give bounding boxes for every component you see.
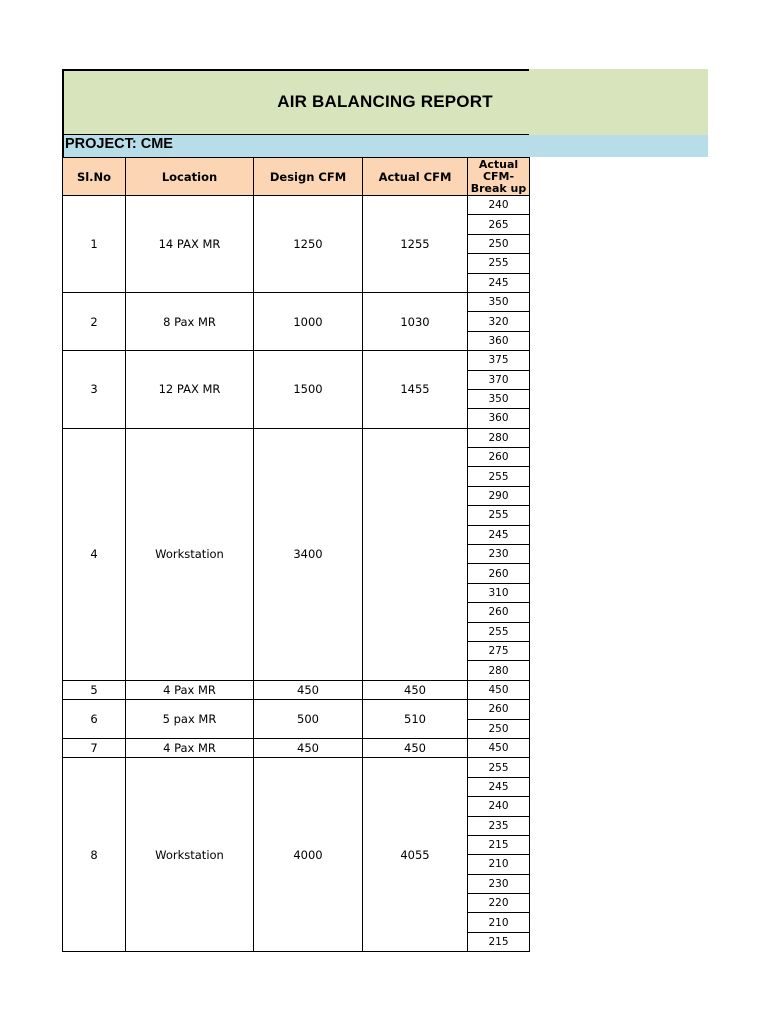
cell-breakup-value: 350 — [468, 389, 530, 408]
cell-breakup-value: 280 — [468, 428, 530, 447]
cell-breakup-value: 260 — [468, 700, 530, 719]
cell-breakup-value: 220 — [468, 894, 530, 913]
cell-breakup-value: 245 — [468, 525, 530, 544]
cell-actual-cfm: 1455 — [363, 351, 468, 429]
cell-breakup-value: 250 — [468, 234, 530, 253]
cell-design-cfm: 4000 — [254, 758, 363, 952]
table-row — [63, 738, 530, 757]
cell-sl-no: 8 — [63, 758, 126, 952]
cell-breakup-value: 290 — [468, 486, 530, 505]
cell-breakup-value: 230 — [468, 874, 530, 893]
table-header-row — [63, 158, 530, 196]
cell-design-cfm: 1250 — [254, 196, 363, 293]
cell-breakup-value: 255 — [468, 467, 530, 486]
cell-breakup-value: 230 — [468, 545, 530, 564]
cell-breakup-value: 235 — [468, 816, 530, 835]
report-title — [62, 69, 708, 135]
cell-breakup-value: 260 — [468, 603, 530, 622]
cell-location: 4 Pax MR — [126, 738, 254, 757]
cell-design-cfm: 450 — [254, 738, 363, 757]
cell-sl-no: 5 — [63, 680, 126, 699]
cell-design-cfm: 1000 — [254, 292, 363, 350]
cell-location: Workstation — [126, 758, 254, 952]
cell-breakup-value: 310 — [468, 583, 530, 602]
table-row — [63, 351, 530, 370]
cell-breakup-value: 255 — [468, 254, 530, 273]
cell-location: 14 PAX MR — [126, 196, 254, 293]
cell-breakup-value: 320 — [468, 312, 530, 331]
cell-location: 5 pax MR — [126, 700, 254, 739]
cell-breakup-value: 350 — [468, 292, 530, 311]
cell-breakup-value: 255 — [468, 506, 530, 525]
table-row — [63, 428, 530, 447]
table-row — [63, 680, 530, 699]
cell-breakup-value: 265 — [468, 215, 530, 234]
cell-breakup-value: 250 — [468, 719, 530, 738]
cell-breakup-value: 240 — [468, 797, 530, 816]
cell-location: 8 Pax MR — [126, 292, 254, 350]
header-location: Location — [126, 158, 254, 196]
table-row — [63, 700, 530, 719]
cell-breakup-value: 240 — [468, 196, 530, 215]
cell-location: 4 Pax MR — [126, 680, 254, 699]
cell-breakup-value: 375 — [468, 351, 530, 370]
cell-sl-no: 3 — [63, 351, 126, 429]
cell-breakup-value: 370 — [468, 370, 530, 389]
project-left-rule — [62, 135, 64, 157]
header-breakup: Actual CFM- Break up — [468, 158, 530, 196]
air-balancing-table — [62, 157, 530, 952]
cell-breakup-value: 360 — [468, 331, 530, 350]
cell-design-cfm: 1500 — [254, 351, 363, 429]
title-band — [62, 69, 708, 135]
cell-actual-cfm: 450 — [363, 680, 468, 699]
cell-breakup-value: 210 — [468, 913, 530, 932]
cell-sl-no: 4 — [63, 428, 126, 680]
table-row — [63, 196, 530, 215]
table-row — [63, 758, 530, 777]
cell-location: 12 PAX MR — [126, 351, 254, 429]
cell-actual-cfm: 1255 — [363, 196, 468, 293]
table-body — [63, 196, 530, 952]
header-design-cfm: Design CFM — [254, 158, 363, 196]
cell-actual-cfm: 1030 — [363, 292, 468, 350]
table-row — [63, 292, 530, 311]
cell-breakup-value: 215 — [468, 932, 530, 951]
cell-breakup-value: 450 — [468, 738, 530, 757]
cell-sl-no: 2 — [63, 292, 126, 350]
cell-actual-cfm: 450 — [363, 738, 468, 757]
cell-location: Workstation — [126, 428, 254, 680]
cell-sl-no: 7 — [63, 738, 126, 757]
cell-design-cfm: 450 — [254, 680, 363, 699]
cell-breakup-value: 255 — [468, 622, 530, 641]
cell-actual-cfm — [363, 428, 468, 680]
cell-breakup-value: 245 — [468, 273, 530, 292]
cell-breakup-value: 215 — [468, 835, 530, 854]
cell-actual-cfm: 510 — [363, 700, 468, 739]
cell-breakup-value: 275 — [468, 641, 530, 660]
project-band — [62, 135, 708, 157]
project-label: PROJECT: CME — [65, 136, 173, 152]
cell-design-cfm: 3400 — [254, 428, 363, 680]
cell-breakup-value: 280 — [468, 661, 530, 680]
cell-actual-cfm: 4055 — [363, 758, 468, 952]
cell-sl-no: 1 — [63, 196, 126, 293]
cell-breakup-value: 260 — [468, 448, 530, 467]
header-sl-no: Sl.No — [63, 158, 126, 196]
cell-breakup-value: 255 — [468, 758, 530, 777]
report-title-text: AIR BALANCING REPORT — [277, 92, 493, 111]
cell-breakup-value: 260 — [468, 564, 530, 583]
cell-sl-no: 6 — [63, 700, 126, 739]
cell-breakup-value: 360 — [468, 409, 530, 428]
header-actual-cfm: Actual CFM — [363, 158, 468, 196]
cell-design-cfm: 500 — [254, 700, 363, 739]
cell-breakup-value: 210 — [468, 855, 530, 874]
cell-breakup-value: 450 — [468, 680, 530, 699]
cell-breakup-value: 245 — [468, 777, 530, 796]
